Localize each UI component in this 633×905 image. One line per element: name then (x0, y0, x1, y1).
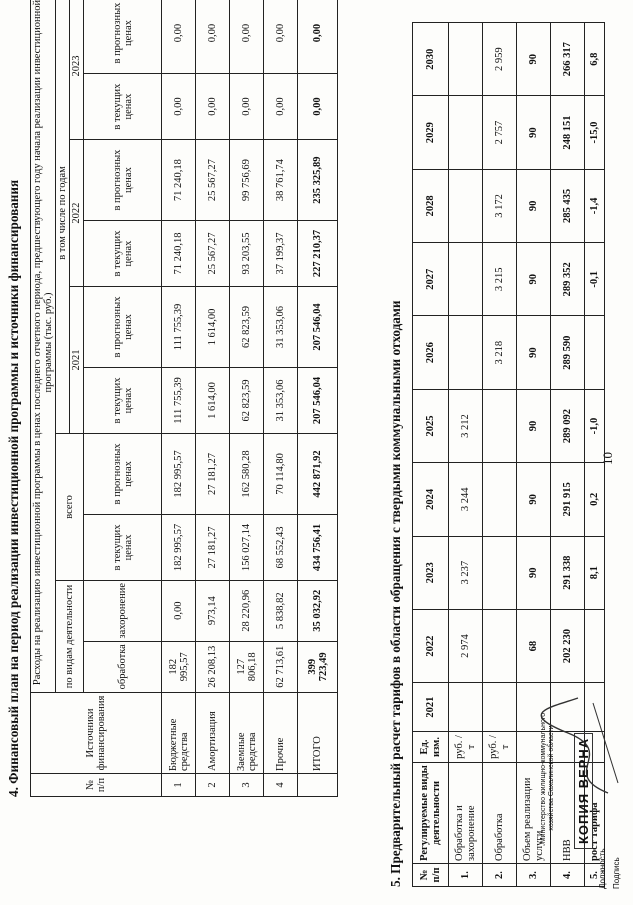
cell-value: 90 (517, 96, 551, 169)
cell-value: 291 338 (551, 536, 585, 609)
cell-value: 3 172 (483, 169, 517, 242)
cell-value: 0,00 (162, 580, 196, 641)
cell-value: 70 114,80 (264, 433, 298, 514)
table-row (449, 23, 483, 887)
stamp-signature: Подпись (612, 857, 621, 889)
certification-stamp (538, 693, 633, 893)
section4-title: 4. Финансовый план на период реализации инвестиционной программы и источники финансирования (6, 179, 21, 797)
row-no: 1. (449, 864, 483, 887)
cell-value: 289 352 (551, 243, 585, 316)
col-incl-years: в том числе по годам (56, 0, 70, 433)
cell-value: 68 552,43 (264, 514, 298, 580)
table-row (264, 0, 298, 797)
financial-plan-table (30, 0, 338, 797)
cell-value: 90 (517, 243, 551, 316)
cell-value: 0,00 (162, 74, 196, 140)
col-activity: Регулируемые виды деятельности (413, 763, 449, 864)
total-value: 207 546,04 (298, 367, 338, 433)
cell-value: 2 974 (449, 609, 483, 682)
cell-value: 0,00 (162, 0, 196, 74)
row-source: Прочие (264, 693, 298, 774)
cell-value (483, 683, 517, 732)
col-year: 2027 (413, 243, 449, 316)
cell-value: 99 756,69 (230, 140, 264, 221)
cell-value: -1,0 (585, 389, 605, 462)
row-no: 4. (551, 864, 585, 887)
cell-value: 182 995,57 (162, 514, 196, 580)
cell-value: 5 838,82 (264, 580, 298, 641)
col-year: 2024 (413, 463, 449, 536)
cell-value: 0,00 (230, 74, 264, 140)
cell-value: 0,00 (264, 74, 298, 140)
col-2022: 2022 (70, 140, 84, 287)
cell-value: 1 614,00 (196, 367, 230, 433)
cell-value: -1,4 (585, 169, 605, 242)
col-year: 2029 (413, 96, 449, 169)
col-year: 2026 (413, 316, 449, 389)
row-no: 3. (517, 864, 551, 887)
col-unit: Ед. изм. (413, 732, 449, 763)
cell-value: 38 761,74 (264, 140, 298, 221)
cell-value: 2 959 (483, 23, 517, 96)
row-activity: Объем реализации услуги (517, 763, 551, 864)
cell-value: 26 208,13 (196, 641, 230, 692)
cell-value: 62 713,61 (264, 641, 298, 692)
col-expenses: Расходы на реализацию инвестиционной программы в ценах последнего отчетного периода, предшествующего году начала реализации инвестиционной программы (тыс. руб.) (31, 0, 56, 693)
cell-value: 62 823,59 (230, 287, 264, 368)
row-no: 3 (230, 774, 264, 797)
cell-value (483, 536, 517, 609)
cell-value: 266 317 (551, 23, 585, 96)
cell-value: 25 567,27 (196, 221, 230, 287)
cell-value: 182 995,57 (162, 433, 196, 514)
row-no: 2. (483, 864, 517, 887)
cell-value: 68 (517, 609, 551, 682)
col-forecast: в прогнозных ценах (84, 287, 162, 368)
col-2023: 2023 (70, 0, 84, 140)
col-no: № п/п (413, 864, 449, 887)
cell-value: 90 (517, 169, 551, 242)
cell-value: 62 823,59 (230, 367, 264, 433)
row-unit: руб. / т (449, 732, 483, 763)
cell-value: 27 181,27 (196, 514, 230, 580)
cell-value: 162 580,28 (230, 433, 264, 514)
cell-value: 291 915 (551, 463, 585, 536)
cell-value (483, 609, 517, 682)
row-source: Заемные средства (230, 693, 264, 774)
total-value: 434 756,41 (298, 514, 338, 580)
cell-value: 285 435 (551, 169, 585, 242)
total-value: 399 723,49 (298, 641, 338, 692)
cell-value: 3 244 (449, 463, 483, 536)
cell-value: 182 995,57 (162, 641, 196, 692)
stamp-org: Министерство жилищно-коммунального хозяйства Сахалинской области (540, 712, 555, 844)
cell-value (449, 243, 483, 316)
cell-value: 6,8 (585, 23, 605, 96)
row-no: 1 (162, 774, 196, 797)
cell-value: 3 237 (449, 536, 483, 609)
col-current: в текущих ценах (84, 74, 162, 140)
cell-value: 0,00 (264, 0, 298, 74)
col-year: 2030 (413, 23, 449, 96)
col-forecast: в прогнозных ценах (84, 0, 162, 74)
cell-value: 202 230 (551, 609, 585, 682)
row-no: 2 (196, 774, 230, 797)
cell-value: 8,1 (585, 536, 605, 609)
row-no: 5. (585, 864, 605, 887)
total-no (298, 774, 338, 797)
cell-value: 248 151 (551, 96, 585, 169)
total-row (298, 0, 338, 797)
cell-value: 31 353,06 (264, 287, 298, 368)
row-activity: Обработка и захоронение (449, 763, 483, 864)
cell-value: 90 (517, 23, 551, 96)
cell-value: 289 092 (551, 389, 585, 462)
col-year: 2028 (413, 169, 449, 242)
cell-value: 973,14 (196, 580, 230, 641)
col-activity-2: захоронение (84, 580, 162, 641)
row-unit: руб. / т (483, 732, 517, 763)
col-total: всего (56, 433, 84, 580)
col-year: 2022 (413, 609, 449, 682)
cell-value (585, 316, 605, 389)
total-value: 0,00 (298, 0, 338, 74)
cell-value (585, 609, 605, 682)
cell-value: 156 027,14 (230, 514, 264, 580)
stamp-position: Должность (598, 848, 607, 889)
col-current: в текущих ценах (84, 367, 162, 433)
cell-value: 90 (517, 536, 551, 609)
row-activity: НВВ (551, 763, 585, 864)
row-activity: рост тарифа (585, 763, 605, 864)
cell-value: 71 240,18 (162, 140, 196, 221)
cell-value: 28 220,96 (230, 580, 264, 641)
cell-value (449, 683, 483, 732)
cell-value (449, 169, 483, 242)
table-row (483, 23, 517, 887)
col-source: Источники финансирования (31, 693, 162, 774)
cell-value: 3 215 (483, 243, 517, 316)
col-year: 2023 (413, 536, 449, 609)
table-row (196, 0, 230, 797)
cell-value: 0,2 (585, 463, 605, 536)
table-row (230, 0, 264, 797)
cell-value (483, 389, 517, 462)
cell-value: 111 755,39 (162, 287, 196, 368)
col-year: 2025 (413, 389, 449, 462)
cell-value: 90 (517, 389, 551, 462)
cell-value: 3 212 (449, 389, 483, 462)
total-value: 35 032,92 (298, 580, 338, 641)
row-source: Бюджетные средства (162, 693, 196, 774)
total-label: ИТОГО (298, 693, 338, 774)
row-source: Амортизация (196, 693, 230, 774)
page-number: 10 (600, 452, 615, 465)
cell-value: 31 353,06 (264, 367, 298, 433)
cell-value: -15,0 (585, 96, 605, 169)
col-forecast: в прогнозных ценах (84, 433, 162, 514)
cell-value: 3 218 (483, 316, 517, 389)
row-no: 4 (264, 774, 298, 797)
table-row (162, 0, 196, 797)
signature-mark (538, 693, 628, 803)
total-value: 227 210,37 (298, 221, 338, 287)
cell-value: 2 757 (483, 96, 517, 169)
cell-value: 93 203,55 (230, 221, 264, 287)
cell-value: 90 (517, 316, 551, 389)
col-activity-1: обработка (84, 641, 162, 692)
stamp-copy: КОПИЯ ВЕРНА (574, 733, 593, 849)
cell-value: 289 590 (551, 316, 585, 389)
total-value: 207 546,04 (298, 287, 338, 368)
cell-value: 111 755,39 (162, 367, 196, 433)
cell-value (449, 96, 483, 169)
total-value: 0,00 (298, 74, 338, 140)
cell-value (449, 316, 483, 389)
col-by-activity: по видам деятельности (56, 580, 84, 692)
cell-value: 25 567,27 (196, 140, 230, 221)
col-no: № п/п (31, 774, 162, 797)
cell-value: 90 (517, 463, 551, 536)
cell-value: 0,00 (196, 0, 230, 74)
row-activity: Обработка (483, 763, 517, 864)
cell-value: 0,00 (230, 0, 264, 74)
total-value: 442 871,92 (298, 433, 338, 514)
cell-value (483, 463, 517, 536)
col-year: 2021 (413, 683, 449, 732)
col-forecast: в прогнозных ценах (84, 140, 162, 221)
cell-value: 27 181,27 (196, 433, 230, 514)
cell-value: 71 240,18 (162, 221, 196, 287)
col-current: в текущих ценах (84, 221, 162, 287)
col-2021: 2021 (70, 287, 84, 434)
col-current: в текущих ценах (84, 514, 162, 580)
section5-title: 5. Предварительный расчет тарифов в области обращения с твердыми коммунальными отходами (388, 300, 403, 887)
cell-value: -0,1 (585, 243, 605, 316)
cell-value: 1 614,00 (196, 287, 230, 368)
cell-value: 37 199,37 (264, 221, 298, 287)
total-value: 235 325,89 (298, 140, 338, 221)
cell-value: 0,00 (196, 74, 230, 140)
cell-value: 127 806,18 (230, 641, 264, 692)
cell-value (449, 23, 483, 96)
